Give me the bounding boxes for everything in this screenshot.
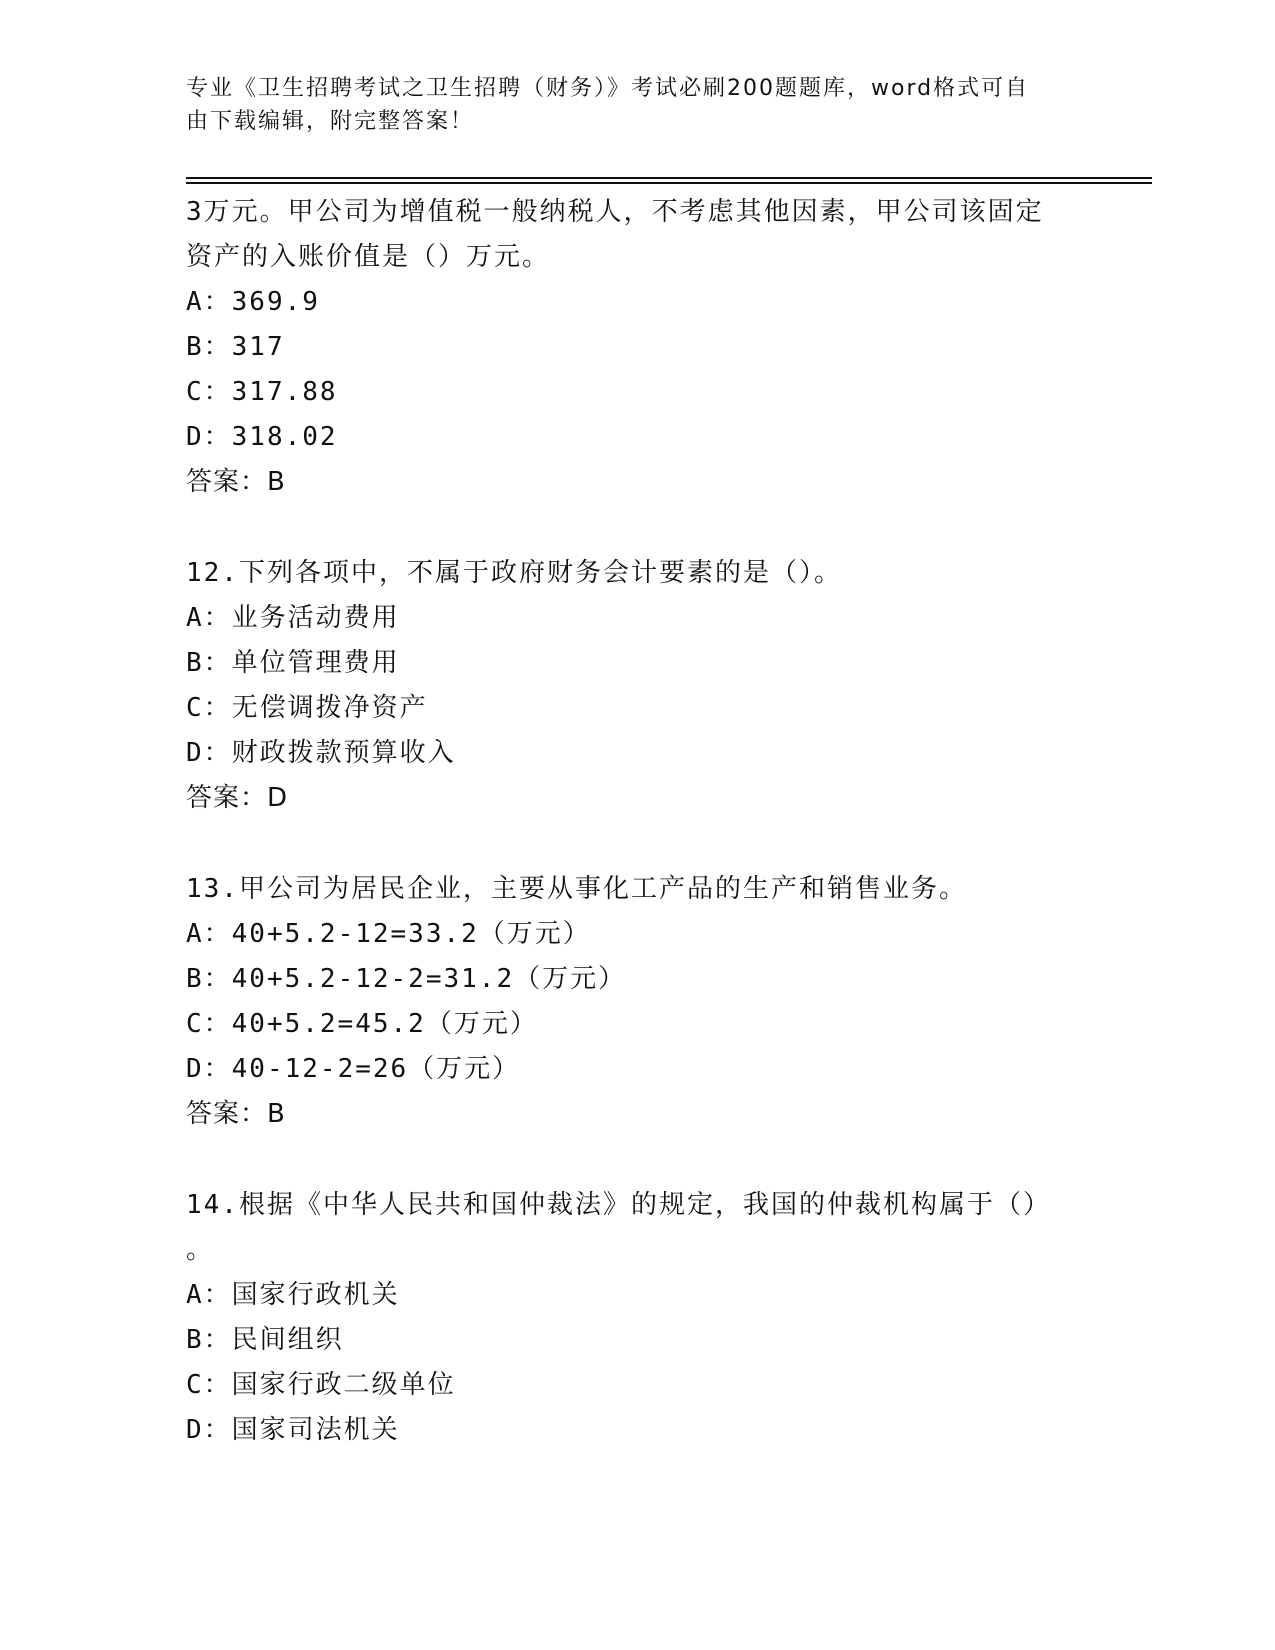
header-divider-top [186,177,1152,179]
option-d: D：国家司法机关 [186,1415,400,1445]
header-line-1: 专业《卫生招聘考试之卫生招聘（财务）》考试必刷200题题库，word格式可自 [186,76,1030,101]
option-d: D：40-12-2=26（万元） [186,1054,521,1084]
option-a: A：369.9 [186,287,320,317]
spacer [186,1137,1106,1183]
question-11-continued [186,190,1106,505]
option-c: C：40+5.2=45.2（万元） [186,1009,538,1039]
option-d: D：财政拨款预算收入 [186,738,456,768]
question-stem: 13.甲公司为居民企业，主要从事化工产品的生产和销售业务。 [186,874,967,904]
option-c: C：国家行政二级单位 [186,1370,456,1400]
option-a: A：业务活动费用 [186,603,400,633]
header-divider-bottom [186,182,1152,184]
option-d: D：318.02 [186,422,338,452]
question-stem-line: 。 [186,1235,215,1265]
spacer [186,821,1106,867]
question-list [186,190,1106,1453]
option-b: B：317 [186,332,285,362]
question-stem-line: 14.根据《中华人民共和国仲裁法》的规定，我国的仲裁机构属于（） [186,1190,1051,1220]
answer-line: 答案：D [186,783,289,813]
question-12 [186,551,1106,821]
question-14 [186,1183,1106,1453]
option-c: C：317.88 [186,377,338,407]
header-line-2: 由下载编辑，附完整答案！ [186,109,475,134]
question-stem-line: 3万元。甲公司为增值税一般纳税人，不考虑其他因素，甲公司该固定 [186,197,1044,227]
answer-line: 答案：B [186,467,286,497]
question-13 [186,867,1106,1137]
option-b: B：民间组织 [186,1325,344,1355]
option-b: B：40+5.2-12-2=31.2（万元） [186,964,627,994]
option-a: A：40+5.2-12=33.2（万元） [186,919,591,949]
document-header [186,72,1066,138]
answer-line: 答案：B [186,1099,286,1129]
question-stem-line: 资产的入账价值是（）万元。 [186,242,551,272]
option-a: A：国家行政机关 [186,1280,400,1310]
question-stem: 12.下列各项中，不属于政府财务会计要素的是（）。 [186,558,842,588]
spacer [186,505,1106,551]
option-b: B：单位管理费用 [186,648,400,678]
option-c: C：无偿调拨净资产 [186,693,428,723]
